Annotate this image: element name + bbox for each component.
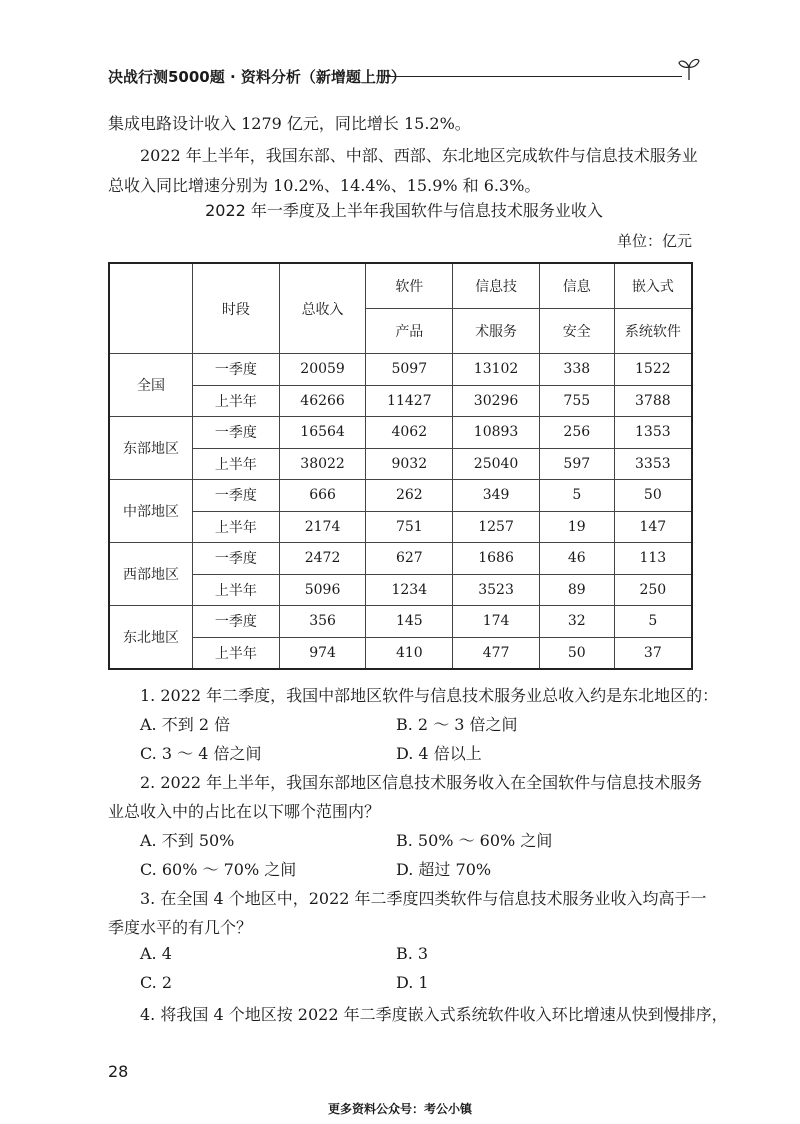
header-rule: [386, 76, 682, 77]
header-software-l1: 软件: [366, 263, 453, 309]
q2-stem-line-2: 业总收入中的占比在以下哪个范围内？: [108, 802, 381, 821]
security-cell: 50: [539, 637, 614, 669]
software-cell: 11427: [366, 385, 453, 417]
software-cell: 410: [366, 637, 453, 669]
security-cell: 46: [539, 543, 614, 575]
security-cell: 89: [539, 574, 614, 606]
software-cell: 262: [366, 480, 453, 512]
header-total: 总收入: [279, 263, 366, 354]
header-embedded-l1: 嵌入式: [614, 263, 692, 309]
q2-option-d: D. 超过 70%: [396, 860, 492, 879]
header-it-l1: 信息技: [453, 263, 540, 309]
period-cell: 上半年: [193, 448, 280, 480]
table-row: [109, 543, 692, 575]
table-body: [109, 354, 692, 670]
table-row: [109, 448, 692, 480]
q2-stem-line-1: 2. 2022 年上半年，我国东部地区信息技术服务收入在全国软件与信息技术服务: [140, 773, 703, 792]
header-it-l2: 术服务: [453, 309, 540, 354]
q4-stem: 4. 将我国 4 个地区按 2022 年二季度嵌入式系统软件收入环比增速从快到慢排序，: [140, 1005, 728, 1024]
q1-option-c: C. 3 ～ 4 倍之间: [140, 744, 262, 763]
period-cell: 上半年: [193, 574, 280, 606]
security-cell: 755: [539, 385, 614, 417]
security-cell: 338: [539, 354, 614, 386]
table-row: [109, 480, 692, 512]
q3-stem-line-2: 季度水平的有几个？: [108, 918, 253, 937]
embedded-cell: 3788: [614, 385, 692, 417]
embedded-cell: 50: [614, 480, 692, 512]
table-row: [109, 574, 692, 606]
q3-option-d: D. 1: [396, 973, 429, 992]
period-cell: 一季度: [193, 543, 280, 575]
total-cell: 2472: [279, 543, 366, 575]
header-security-l2: 安全: [539, 309, 614, 354]
revenue-table: [108, 262, 693, 670]
region-cell: 东北地区: [109, 606, 193, 670]
region-cell: 西部地区: [109, 543, 193, 606]
header-title: 决战行测5000题 · 资料分析（新增题上册）: [108, 68, 406, 86]
total-cell: 356: [279, 606, 366, 638]
q3-option-b: B. 3: [396, 944, 429, 963]
total-cell: 46266: [279, 385, 366, 417]
total-cell: 16564: [279, 417, 366, 449]
total-cell: 2174: [279, 511, 366, 543]
region-cell: 中部地区: [109, 480, 193, 543]
period-cell: 上半年: [193, 637, 280, 669]
software-cell: 751: [366, 511, 453, 543]
it-service-cell: 477: [453, 637, 540, 669]
footer-note: 更多资料公众号：考公小镇: [327, 1102, 472, 1116]
total-cell: 38022: [279, 448, 366, 480]
software-cell: 9032: [366, 448, 453, 480]
software-cell: 4062: [366, 417, 453, 449]
embedded-cell: 1522: [614, 354, 692, 386]
q1-option-a: A. 不到 2 倍: [140, 715, 231, 734]
header-embedded-l2: 系统软件: [614, 309, 692, 354]
q2-option-a: A. 不到 50%: [140, 831, 235, 850]
it-service-cell: 174: [453, 606, 540, 638]
intro-line-3: 总收入同比增速分别为 10.2%、14.4%、15.9% 和 6.3%。: [108, 176, 541, 195]
software-cell: 1234: [366, 574, 453, 606]
embedded-cell: 147: [614, 511, 692, 543]
embedded-cell: 37: [614, 637, 692, 669]
table-row: [109, 354, 692, 386]
header-period: 时段: [193, 263, 280, 354]
it-service-cell: 13102: [453, 354, 540, 386]
table-unit: 单位：亿元: [616, 232, 692, 250]
it-service-cell: 3523: [453, 574, 540, 606]
it-service-cell: 10893: [453, 417, 540, 449]
q3-stem-line-1: 3. 在全国 4 个地区中，2022 年二季度四类软件与信息技术服务业收入均高于一: [140, 889, 707, 908]
page-number: 28: [108, 1062, 129, 1081]
sprout-icon: [678, 56, 700, 82]
security-cell: 597: [539, 448, 614, 480]
period-cell: 上半年: [193, 511, 280, 543]
total-cell: 974: [279, 637, 366, 669]
total-cell: 20059: [279, 354, 366, 386]
q1-option-b: B. 2 ～ 3 倍之间: [396, 715, 518, 734]
security-cell: 5: [539, 480, 614, 512]
q1-stem: 1. 2022 年二季度，我国中部地区软件与信息技术服务业总收入约是东北地区的：: [140, 686, 719, 705]
period-cell: 上半年: [193, 385, 280, 417]
q3-option-c: C. 2: [140, 973, 173, 992]
q2-option-b: B. 50% ～ 60% 之间: [396, 831, 553, 850]
security-cell: 19: [539, 511, 614, 543]
embedded-cell: 250: [614, 574, 692, 606]
software-cell: 5097: [366, 354, 453, 386]
software-cell: 627: [366, 543, 453, 575]
security-cell: 256: [539, 417, 614, 449]
q3-option-a: A. 4: [140, 944, 172, 963]
header-security-l1: 信息: [539, 263, 614, 309]
period-cell: 一季度: [193, 480, 280, 512]
table-title: 2022 年一季度及上半年我国软件与信息技术服务业收入: [205, 201, 603, 220]
table-row: [109, 385, 692, 417]
embedded-cell: 5: [614, 606, 692, 638]
embedded-cell: 1353: [614, 417, 692, 449]
it-service-cell: 1257: [453, 511, 540, 543]
total-cell: 666: [279, 480, 366, 512]
table-row: [109, 417, 692, 449]
region-cell: 全国: [109, 354, 193, 417]
software-cell: 145: [366, 606, 453, 638]
table-row: [109, 637, 692, 669]
q2-option-c: C. 60% ～ 70% 之间: [140, 860, 297, 879]
period-cell: 一季度: [193, 417, 280, 449]
region-cell: 东部地区: [109, 417, 193, 480]
running-header: [108, 62, 700, 92]
period-cell: 一季度: [193, 606, 280, 638]
embedded-cell: 113: [614, 543, 692, 575]
table-row: [109, 511, 692, 543]
period-cell: 一季度: [193, 354, 280, 386]
intro-line-1: 集成电路设计收入 1279 亿元，同比增长 15.2%。: [108, 114, 471, 133]
intro-line-2: 2022 年上半年，我国东部、中部、西部、东北地区完成软件与信息技术服务业: [140, 146, 698, 165]
it-service-cell: 25040: [453, 448, 540, 480]
header-software-l2: 产品: [366, 309, 453, 354]
embedded-cell: 3353: [614, 448, 692, 480]
total-cell: 5096: [279, 574, 366, 606]
it-service-cell: 349: [453, 480, 540, 512]
it-service-cell: 30296: [453, 385, 540, 417]
security-cell: 32: [539, 606, 614, 638]
header-corner-cell: [109, 263, 193, 354]
it-service-cell: 1686: [453, 543, 540, 575]
table-row: [109, 606, 692, 638]
q1-option-d: D. 4 倍以上: [396, 744, 482, 763]
